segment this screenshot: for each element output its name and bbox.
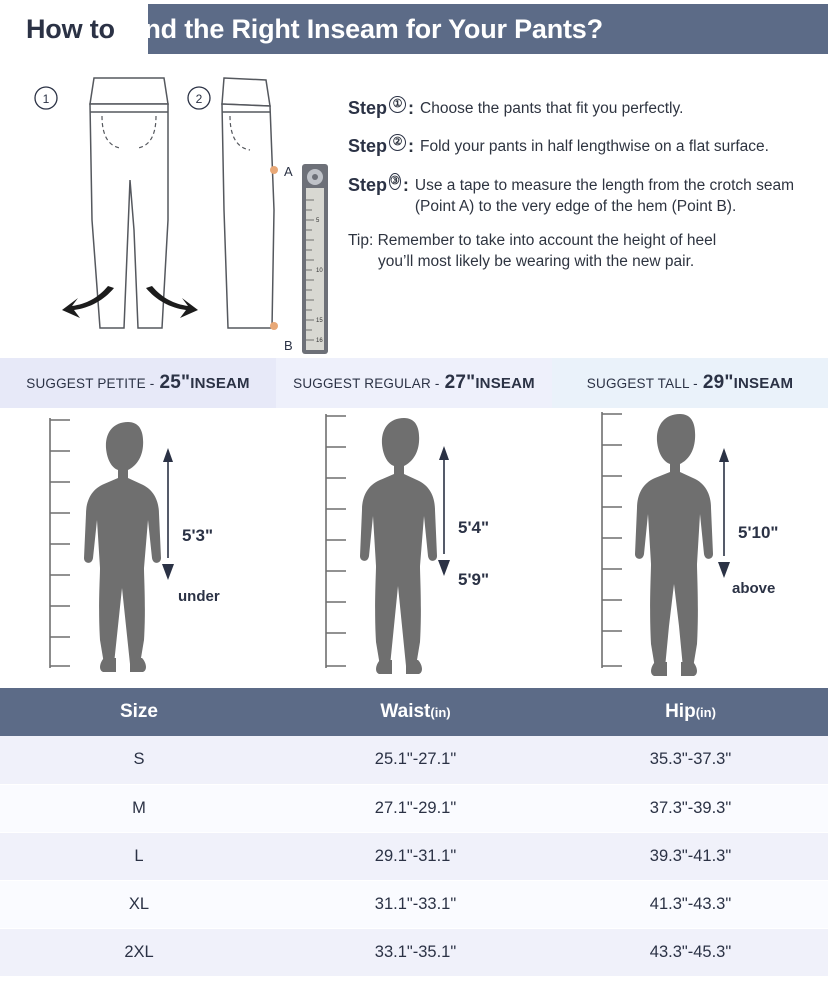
header-size — [0, 688, 278, 736]
tip-line-1: Tip: Remember to take into account the height of heel — [348, 232, 717, 250]
figure-petite-svg — [0, 408, 276, 688]
step-1-number: ① — [389, 96, 406, 113]
figure-comparison-row — [0, 408, 828, 688]
point-b-dot — [270, 322, 278, 330]
page-title-light: Find the Right Inseam for Your Pants? — [120, 13, 603, 44]
petite-body-silhouette — [84, 422, 161, 672]
suggest-tall-value: 29" — [702, 372, 734, 393]
suggest-regular-unit: INSEAM — [475, 374, 535, 392]
tall-height-label: 5'10" — [738, 523, 779, 542]
tall-body-silhouette — [635, 414, 713, 676]
suggest-regular-prefix: SUGGEST REGULAR - — [293, 375, 440, 391]
inseam-suggestion-bar — [0, 358, 828, 408]
table-row — [0, 832, 828, 880]
table-header-row — [0, 688, 828, 736]
table-row — [0, 880, 828, 928]
petite-arrow-head-up — [163, 448, 173, 462]
regular-body-silhouette — [360, 418, 437, 674]
cell-size: 2XL — [0, 928, 278, 976]
regular-height-top-label: 5'4" — [458, 518, 490, 537]
step-3-colon: : — [402, 174, 409, 195]
step-item-3 — [348, 173, 818, 218]
cell-hip: 41.3"-43.3" — [553, 880, 828, 928]
figure-regular-svg — [276, 408, 552, 688]
suggest-petite-prefix: SUGGEST PETITE - — [26, 375, 155, 391]
svg-text:5: 5 — [316, 218, 320, 224]
header-hip-text: Hip — [665, 701, 696, 722]
cell-waist: 31.1"-33.1" — [278, 880, 553, 928]
step-1-label: Step — [348, 98, 388, 118]
svg-text:15: 15 — [316, 318, 323, 324]
step-1-colon: : — [408, 98, 415, 118]
table-row — [0, 736, 828, 784]
step-2-text: Fold your pants in half lengthwise on a flat surface. — [420, 138, 769, 156]
tall-note-label: above — [732, 580, 776, 597]
petite-arrow-head-down — [162, 564, 174, 580]
suggest-petite — [0, 358, 276, 408]
step-2-colon: : — [408, 136, 415, 157]
regular-scale-ruler — [326, 414, 346, 668]
petite-scale-ruler — [50, 418, 70, 668]
marker-1-label: 1 — [42, 92, 50, 106]
figure-petite — [0, 408, 276, 688]
cell-size: S — [0, 736, 278, 784]
header-size-text: Size — [119, 701, 159, 722]
header-waist — [278, 688, 553, 736]
figure-regular — [276, 408, 552, 688]
illustration-and-steps — [0, 58, 828, 358]
cell-hip: 39.3"-41.3" — [553, 832, 828, 880]
figure-tall — [552, 408, 828, 688]
suggest-tall-unit: INSEAM — [733, 374, 794, 392]
svg-text:10: 10 — [316, 268, 323, 274]
cell-waist: 25.1"-27.1" — [278, 736, 553, 784]
step-3-text: Use a tape to measure the length from the crotch seam (Point A) to the very edge of the hem (Point B). — [414, 176, 794, 215]
step-2-number: ② — [389, 134, 406, 151]
step-item-2 — [348, 134, 818, 158]
suggest-tall-prefix: SUGGEST TALL - — [586, 375, 698, 391]
step-3-label: Step — [348, 174, 388, 195]
step-item-1 — [348, 96, 818, 120]
size-chart-table — [0, 688, 828, 977]
page-header — [0, 0, 828, 58]
tip-block — [348, 231, 818, 273]
suggest-regular — [276, 358, 552, 408]
cell-hip: 43.3"-45.3" — [553, 928, 828, 976]
svg-text:16: 16 — [316, 338, 323, 344]
cell-waist: 27.1"-29.1" — [278, 784, 553, 832]
header-waist-unit: (in) — [430, 705, 451, 720]
suggest-petite-unit: INSEAM — [190, 374, 250, 392]
suggest-tall — [552, 358, 828, 408]
step-1-text: Choose the pants that fit you perfectly. — [420, 100, 684, 117]
header-hip-unit: (in) — [695, 705, 716, 720]
cell-hip: 37.3"-39.3" — [553, 784, 828, 832]
point-b-label: B — [284, 338, 293, 353]
cell-hip: 35.3"-37.3" — [553, 736, 828, 784]
point-a-label: A — [284, 164, 293, 179]
page-title-dark: How to — [26, 13, 115, 44]
header-waist-text: Waist — [380, 701, 431, 722]
table-row — [0, 928, 828, 976]
pants-folded-view — [222, 78, 274, 328]
cell-waist: 33.1"-35.1" — [278, 928, 553, 976]
cell-size: L — [0, 832, 278, 880]
step-3-number: ③ — [389, 173, 401, 190]
tall-arrow-head-down — [718, 562, 730, 578]
petite-note-label: under — [178, 588, 220, 605]
header-hip — [553, 688, 828, 736]
cell-size: M — [0, 784, 278, 832]
petite-height-label: 5'3" — [182, 526, 214, 545]
regular-arrow-head-down — [438, 560, 450, 576]
suggest-regular-value: 27" — [444, 372, 476, 393]
tall-arrow-head-up — [719, 448, 729, 462]
marker-2-label: 2 — [195, 92, 203, 106]
regular-arrow-head-up — [439, 446, 449, 460]
pants-front-view — [90, 78, 168, 328]
table-row — [0, 784, 828, 832]
tip-line-2: you’ll most likely be wearing with the new pair. — [378, 253, 695, 271]
regular-height-bottom-label: 5'9" — [458, 570, 490, 589]
cell-waist: 29.1"-31.1" — [278, 832, 553, 880]
steps-list — [348, 96, 818, 273]
point-a-dot — [270, 166, 278, 174]
tall-scale-ruler — [602, 412, 622, 668]
tape-measure — [302, 164, 328, 354]
figure-tall-svg — [552, 408, 828, 688]
suggest-petite-value: 25" — [159, 372, 191, 393]
pants-measure-illustration — [16, 60, 346, 360]
cell-size: XL — [0, 880, 278, 928]
step-2-label: Step — [348, 136, 388, 157]
